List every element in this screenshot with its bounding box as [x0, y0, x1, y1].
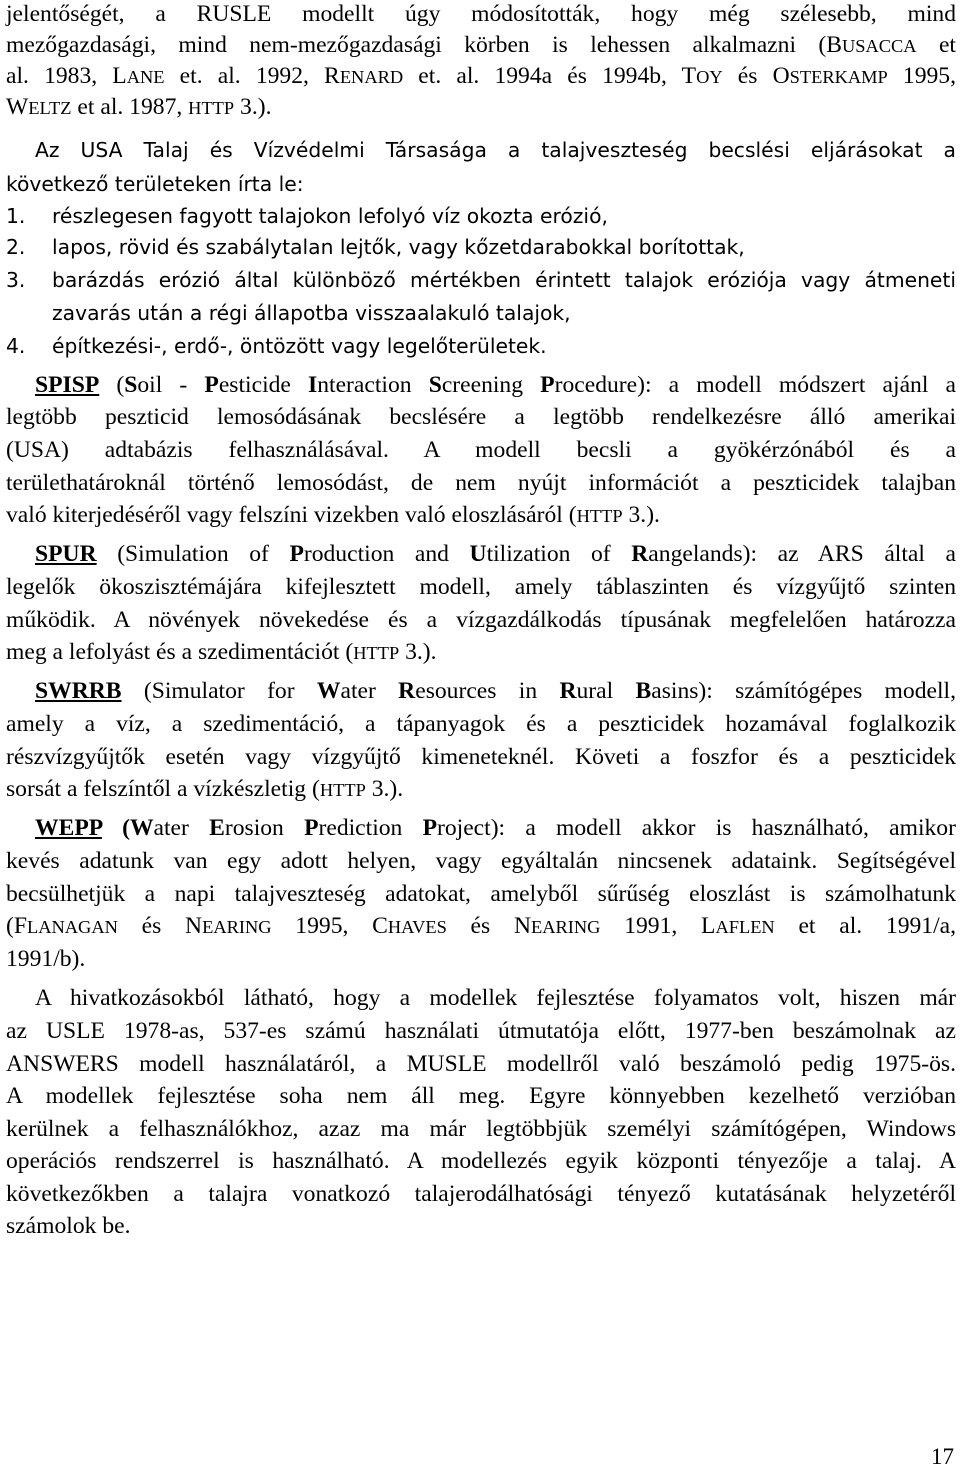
text-run: ( [99, 372, 125, 398]
small-caps-name: HTTP [353, 643, 400, 663]
text-run: ural [576, 678, 636, 704]
bold-initial: E [209, 815, 225, 841]
text-run: (USA) adtabázis felhasználásával. A modell becsli a gyökérzónából és a [6, 437, 956, 463]
small-caps-name: LANAGAN [26, 917, 118, 937]
text-run: 3.). [622, 502, 660, 528]
text-run: részvízgyűjtők esetén vagy vízgyűjtő kimeneteknél. Követi a foszfor és a peszticidek [6, 744, 956, 770]
text-run: működik. A növények növekedése és a vízgazdálkodás típusának megfelelően határozza [6, 607, 956, 633]
paragraph-line [6, 942, 85, 976]
bold-initial: U [469, 541, 487, 567]
text-run: kevés adatunk van egy adott helyen, vagy egyáltalán nincsenek adataink. Segítségével [6, 848, 956, 874]
text-run: et. al. 1992, R [164, 63, 340, 89]
bold-initial: B [635, 678, 652, 704]
text-run: operációs rendszerrel is használható. A modellezés egyik központi tényezője a talaj. A [6, 1148, 956, 1174]
text-run: jelentőségét, a RUSLE modellt úgy módosították, hogy még szélesebb, mind [6, 1, 956, 27]
paragraph-line [6, 1144, 956, 1178]
bold-initial: P [304, 815, 319, 841]
paragraph-line [6, 740, 956, 774]
text-run: legelők ökoszisztémájára kifejlesztett modell, amely táblaszinten és vízgyűjtő szinten [6, 574, 956, 600]
paragraph-line [6, 635, 437, 669]
text-run: (Simulator for [121, 678, 317, 704]
text-run: és N [117, 913, 203, 939]
paragraph-line [6, 1209, 131, 1243]
text-run: tilization of [486, 541, 632, 567]
paragraph-line [35, 674, 956, 708]
text-run: et [916, 32, 956, 58]
small-caps-name: HTTP [319, 780, 366, 800]
bold-initial: W [129, 815, 154, 841]
page-number: 17 [931, 1444, 954, 1469]
list-text: zavarás után a régi állapotba visszaalakuló talajok, [52, 301, 571, 325]
bold-initial: S [428, 372, 442, 398]
paragraph-line [6, 909, 956, 943]
text-run: legtöbb peszticid lemosódásának becslésére a legtöbb rendelkezésre álló amerikai [6, 404, 956, 430]
small-caps-name: ENARD [339, 67, 404, 87]
text-run: (F [6, 913, 27, 939]
list-item [6, 199, 956, 233]
text-run: ( [101, 815, 130, 841]
small-caps-name: EARING [202, 917, 272, 937]
paragraph-line [6, 877, 956, 911]
text-run: (Simulation of [96, 541, 290, 567]
bold-initial: R [631, 541, 649, 567]
text-run: Az USA Talaj és Vízvédelmi Társasága a talajveszteség becslési eljárásokat a [35, 138, 956, 162]
bold-initial: R [559, 678, 577, 704]
text-run: roject): a modell akkor is használható, amikor [436, 815, 956, 841]
paragraph-line [6, 603, 956, 637]
text-run: creening [441, 372, 541, 398]
list-number: 3. [6, 268, 26, 292]
text-run: becsülhetjük a napi talajveszteség adatokat, amelyből sűrűség eloszlást is számolhatunk [6, 881, 956, 907]
model-abbreviation: SPUR [35, 541, 97, 567]
text-run: rosion [224, 815, 305, 841]
text-run: következő területeken írta le: [6, 172, 304, 196]
text-run: meg a lefolyást és a szedimentációt ( [6, 639, 354, 665]
text-run: és O [722, 63, 790, 89]
text-run: W [6, 94, 29, 120]
text-run: rocedure): a modell módszert ajánl a [554, 372, 956, 398]
text-run: 1991, L [600, 913, 716, 939]
paragraph-line [6, 0, 956, 31]
paragraph-line [6, 59, 956, 93]
list-text: építkezési-, erdő-, öntözött vagy legelőterületek. [52, 334, 547, 358]
model-abbreviation: SWRRB [35, 678, 122, 704]
small-caps-name: EARING [531, 917, 601, 937]
text-run: A modellek fejlesztése soha nem áll meg. Egyre könnyebben kezelhető verzióban [6, 1083, 956, 1109]
bold-initial: R [398, 678, 416, 704]
text-run: következőkben a talajra vonatkozó talajerodálhatósági tényező kutatásának helyzetéről [6, 1181, 956, 1207]
list-text: barázdás erózió által különböző mértékben érintett talajok eróziója vagy átmeneti [52, 268, 956, 292]
small-caps-name: ELTZ [28, 98, 72, 118]
list-number: 2. [6, 235, 26, 259]
bold-initial: S [124, 372, 138, 398]
bold-initial: P [540, 372, 555, 398]
paragraph-line [6, 28, 956, 62]
text-run: angelands): az ARS által a [648, 541, 956, 567]
paragraph-line [6, 1079, 956, 1113]
list-text-line [52, 296, 956, 330]
bold-initial: P [204, 372, 219, 398]
list-item [6, 329, 956, 363]
paragraph-line [35, 368, 956, 402]
small-caps-name: HTTP [188, 98, 235, 118]
text-run: 3.). [234, 94, 272, 120]
bold-initial: I [308, 372, 318, 398]
text-run: 1991/b). [6, 946, 86, 972]
list-text: részlegesen fagyott talajokon lefolyó víz okozta erózió, [52, 204, 608, 228]
list-text-line [52, 263, 956, 297]
text-run: al. 1983, L [6, 63, 127, 89]
paragraph-line [6, 433, 956, 467]
paragraph-line [35, 133, 956, 167]
text-run: 1995, [887, 63, 956, 89]
text-run: rediction [318, 815, 423, 841]
paragraph-line [6, 570, 956, 604]
small-caps-name: ANE [126, 67, 165, 87]
text-run: ater [153, 815, 210, 841]
bold-initial: W [316, 678, 341, 704]
model-abbreviation: WEPP [35, 815, 102, 841]
paragraph-line [6, 167, 304, 201]
text-run: kerülnek a felhasználókhoz, azaz ma már legtöbbjük személyi számítógépen, Windows [6, 1116, 956, 1142]
text-run: számolok be. [6, 1213, 131, 1239]
small-caps-name: HAVES [387, 917, 447, 937]
small-caps-name: HTTP [576, 506, 623, 526]
bold-initial: P [422, 815, 437, 841]
paragraph-line [6, 707, 956, 741]
text-run: et al. 1987, [71, 94, 189, 120]
text-run: és N [446, 913, 531, 939]
text-run: amely a víz, a szedimentáció, a tápanyagok és a peszticidek hozamával foglalkozik [6, 711, 956, 737]
text-run: asins): számítógépes modell, [651, 678, 956, 704]
list-number: 1. [6, 204, 26, 228]
list-text: lapos, rövid és szabálytalan lejtők, vagy kőzetdarabokkal borítottak, [52, 235, 745, 259]
paragraph-line [6, 844, 956, 878]
paragraph-line [6, 400, 956, 434]
text-run: et. al. 1994a és 1994b, T [403, 63, 697, 89]
paragraph-line [35, 537, 956, 571]
text-run: ANSWERS modell használatáról, a MUSLE modellről való beszámoló pedig 1975-ös. [6, 1051, 956, 1077]
paragraph-line [6, 1112, 956, 1146]
text-run: A hivatkozásokból látható, hogy a modellek fejlesztése folyamatos volt, hiszen már [35, 985, 956, 1011]
small-caps-name: STERKAMP [789, 67, 888, 87]
text-run: mezőgazdasági, mind nem-mezőgazdasági körben is lehessen alkalmazni (B [6, 32, 842, 58]
paragraph-line [6, 498, 660, 532]
paragraph-line [6, 1047, 956, 1081]
paragraph-line [6, 90, 272, 124]
bold-initial: P [289, 541, 304, 567]
list-item [6, 230, 956, 264]
text-run: oil - [137, 372, 205, 398]
text-run: nteraction [317, 372, 429, 398]
paragraph-line [6, 1177, 956, 1211]
text-run: területhatároknál történő lemosódást, de nem nyújt információt a peszticidek talajban [6, 470, 956, 496]
text-run: való kiterjedéséről vagy felszíni vizekben való eloszlásáról ( [6, 502, 577, 528]
small-caps-name: AFLEN [715, 917, 775, 937]
text-run: esticide [218, 372, 309, 398]
text-run: et al. 1991/a, [774, 913, 957, 939]
text-run: 1995, C [271, 913, 388, 939]
small-caps-name: OY [696, 67, 723, 87]
small-caps-name: USACCA [841, 36, 917, 56]
paragraph-line [6, 466, 956, 500]
paragraph-line [35, 811, 956, 845]
model-abbreviation: SPISP [35, 372, 100, 398]
paragraph-line [35, 981, 956, 1015]
paragraph-line [6, 1014, 956, 1048]
text-run: 3.). [365, 776, 404, 802]
text-run: az USLE 1978-as, 537-es számú használati útmutatója előtt, 1977-ben beszámolnak az [6, 1018, 956, 1044]
text-run: sorsát a felszíntől a vízkészletig ( [6, 776, 320, 802]
text-run: 3.). [399, 639, 437, 665]
paragraph-line [6, 772, 403, 806]
list-number: 4. [6, 334, 26, 358]
text-run: roduction and [303, 541, 470, 567]
text-run: esources in [415, 678, 560, 704]
text-run: ater [340, 678, 399, 704]
